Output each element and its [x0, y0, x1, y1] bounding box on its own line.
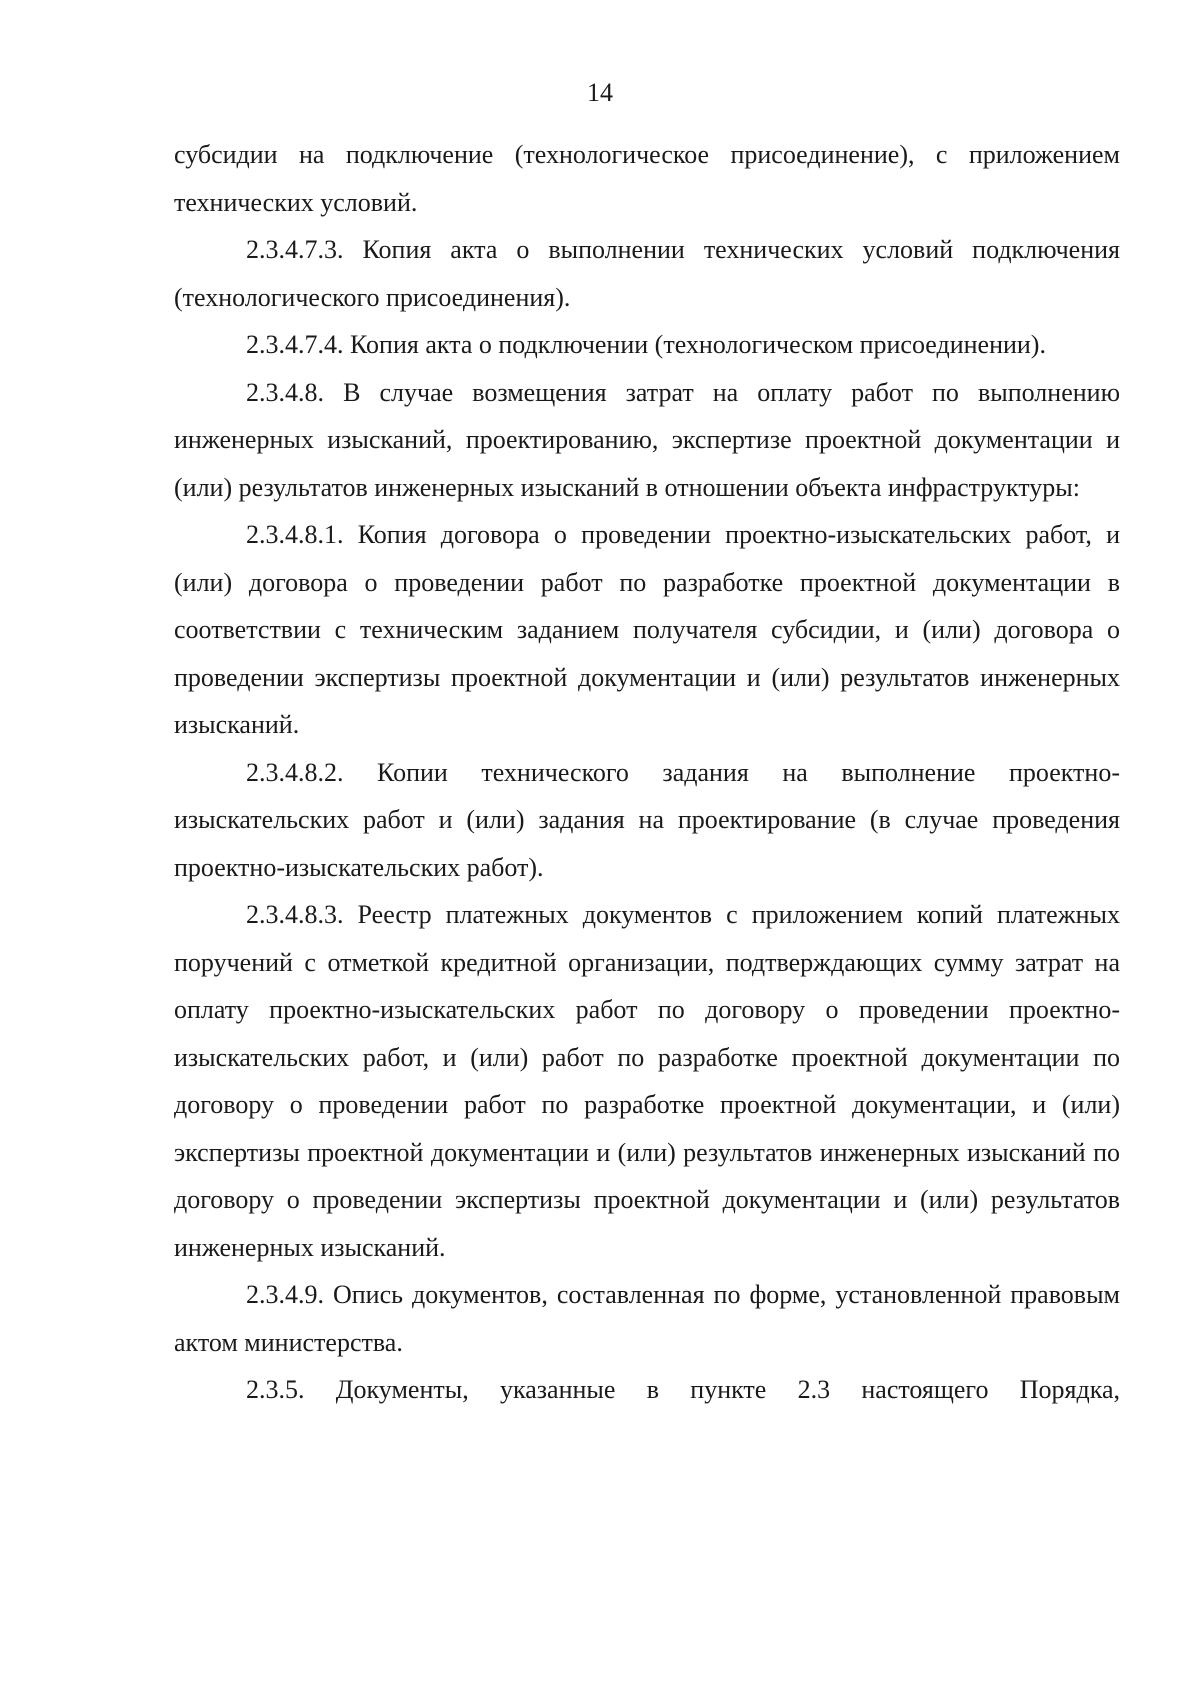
paragraph-2-3-4-8: 2.3.4.8. В случае возмещения затрат на оплату работ по выполнению инженерных изысканий, проектированию, экспертизе проектной документации и (или) результатов инженерных изысканий в отношении объекта инфраструктуры: [174, 377, 1120, 502]
page-number: 14 [587, 78, 613, 107]
paragraph-2-3-4-8-1: 2.3.4.8.1. Копия договора о проведении проектно-изыскательских работ, и (или) договора о проведении работ по разработке проектной документации в соответствии с техническим заданием получателя субсидии, и (или) договора о проведении экспертизы проектной документации и (или) результатов инженерных изысканий. [174, 520, 1120, 739]
paragraph-2-3-4-9: 2.3.4.9. Опись документов, составленная по форме, установленной правовым актом министерства. [174, 1280, 1120, 1357]
paragraph-2-3-4-8-2: 2.3.4.8.2. Копии технического задания на выполнение проектно-изыскательских работ и (или) задания на проектирование (в случае проведения проектно-изыскательских работ). [174, 757, 1120, 882]
paragraph-2-3-4-7-4: 2.3.4.7.4. Копия акта о подключении (технологическом присоединении). [246, 330, 1046, 359]
paragraph-2-3-5: 2.3.5. Документы, указанные в пункте 2.3 настоящего Порядка, [246, 1375, 1120, 1404]
paragraph-2-3-4-8-3: 2.3.4.8.3. Реестр платежных документов с приложением копий платежных поручений с отметкой кредитной организации, подтверждающих сумму затрат на оплату проектно-изыскательских работ по договору о проведении проектно-изыскательских работ, и (или) работ по разработке проектной документации по договору о проведении работ по разработке проектной документации, и (или) экспертизы проектной документации и (или) результатов инженерных изысканий по договору о проведении экспертизы проектной документации и (или) результатов инженерных изысканий. [174, 900, 1120, 1262]
paragraph-2-3-4-7-3: 2.3.4.7.3. Копия акта о выполнении технических условий подключения (технологического присоединения). [174, 235, 1120, 312]
document-body [174, 131, 1120, 1414]
paragraph-continuation: субсидии на подключение (технологическое присоединение), с приложением технических условий. [174, 140, 1120, 217]
